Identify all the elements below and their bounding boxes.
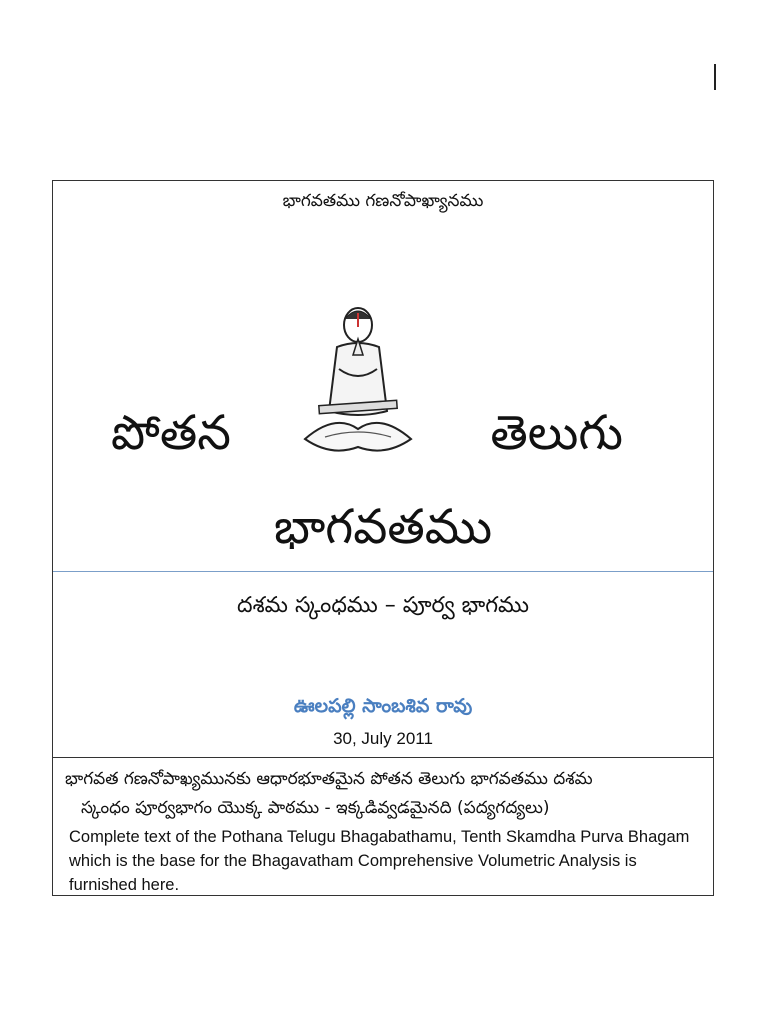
title-bhagavatamu: భాగవతము [273,499,493,555]
description-telugu [65,765,703,823]
seated-poet-illustration [295,299,421,465]
description-divider [53,757,713,758]
publication-date: 30, July 2011 [333,729,433,748]
title-pothana: పోతన [111,405,231,461]
subtitle: దశమ స్కంధము – పూర్వ భాగము [237,593,529,618]
cover-frame [52,180,714,896]
section-divider [53,571,713,572]
description-telugu-line2: స్కంధం పూర్వభాగం యొక్క పాఠము - ఇక్కడివ్వడమైనది (పద్యగద్యలు) [81,798,550,818]
description-english: Complete text of the Pothana Telugu Bhagabathamu, Tenth Skamdha Purva Bhagam which is the base for the Bhagavatham Comprehensive Volumetric Analysis is furnished here. [69,828,690,894]
text-cursor [714,64,716,90]
header-title: భాగవతము గణనోపాఖ్యానము [282,191,484,211]
author-name: ఊలపల్లి సాంబశివ రావు [293,695,473,717]
description-telugu-line1: భాగవత గణనోపాఖ్యమునకు ఆధారభూతమైన పోతన తెలుగు భాగవతము దశమ [65,769,593,789]
title-telugu: తెలుగు [490,405,623,461]
